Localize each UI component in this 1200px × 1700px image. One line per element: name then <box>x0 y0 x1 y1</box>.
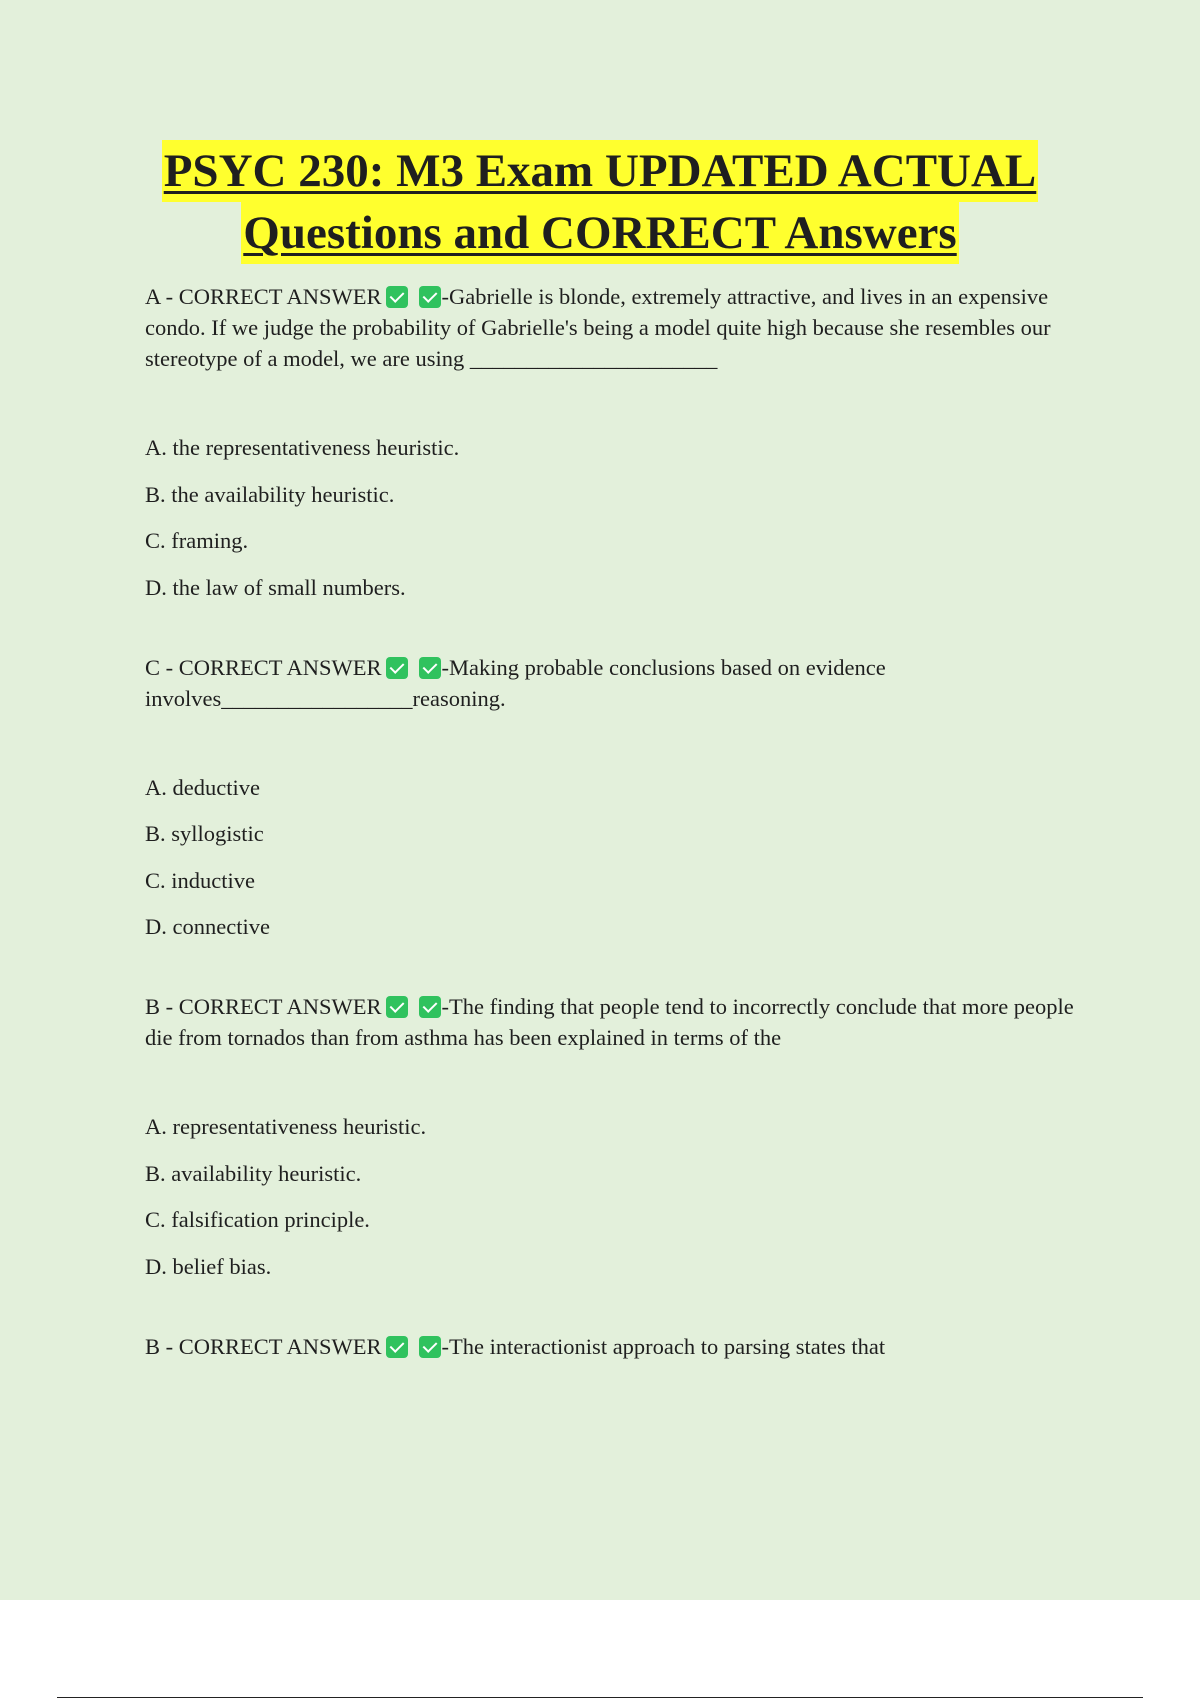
check-icon <box>386 286 408 308</box>
question-1 <box>145 281 1085 374</box>
check-icon <box>386 996 408 1018</box>
question-block-3 <box>145 991 1085 1281</box>
option-item: C. falsification principle. <box>145 1207 370 1232</box>
answer-prefix: B - CORRECT ANSWER <box>145 994 382 1019</box>
option-item: D. belief bias. <box>145 1253 272 1279</box>
option-item: B. syllogistic <box>145 821 264 846</box>
option-item: B. availability heuristic. <box>145 1160 362 1186</box>
option-list <box>145 434 1085 602</box>
option-item: D. connective <box>145 914 270 939</box>
question-3 <box>145 991 1085 1053</box>
title-line-2: Questions and CORRECT Answers <box>241 202 958 264</box>
footer-divider <box>57 1697 1143 1698</box>
question-list <box>145 281 1085 1362</box>
question-text: -Making probable conclusions based on evidence involves_________________reasoning. <box>145 654 892 711</box>
check-icon <box>386 1336 408 1358</box>
question-2 <box>145 652 1085 714</box>
question-text: -Gabrielle is blonde, extremely attractive, and lives in an expensive condo. If we judge the probability of Gabrielle's being a model quite high because she resembles our stereotype of a model, we are using ______________________ <box>145 284 1057 371</box>
question-block-1 <box>145 281 1085 602</box>
option-list <box>145 1113 1085 1281</box>
check-icon <box>419 996 441 1018</box>
question-block-2 <box>145 652 1085 942</box>
question-block-4 <box>145 1331 1085 1362</box>
option-item: D. the law of small numbers. <box>145 574 406 600</box>
check-icon <box>419 657 441 679</box>
question-4 <box>145 1331 1085 1362</box>
option-item: C. inductive <box>145 867 255 893</box>
answer-prefix: C - CORRECT ANSWER <box>145 654 382 680</box>
answer-prefix: A - CORRECT ANSWER <box>145 284 382 309</box>
option-item: A. the representativeness heuristic. <box>145 435 460 460</box>
check-icon <box>386 657 408 679</box>
check-icon <box>419 286 441 308</box>
option-item: A. deductive <box>145 774 260 800</box>
question-text: -The finding that people tend to incorrectly conclude that more people die from tornados than from asthma has been explained in terms of the <box>145 994 1080 1050</box>
option-list <box>145 774 1085 942</box>
option-item: C. framing. <box>145 528 249 553</box>
option-item: B. the availability heuristic. <box>145 481 395 507</box>
check-icon <box>419 1336 441 1358</box>
option-item: A. representativeness heuristic. <box>145 1114 427 1139</box>
answer-prefix: B - CORRECT ANSWER <box>145 1333 382 1359</box>
document-title <box>0 140 1200 264</box>
title-line-1: PSYC 230: M3 Exam UPDATED ACTUAL <box>162 140 1039 202</box>
question-text: -The interactionist approach to parsing states that <box>441 1333 886 1359</box>
